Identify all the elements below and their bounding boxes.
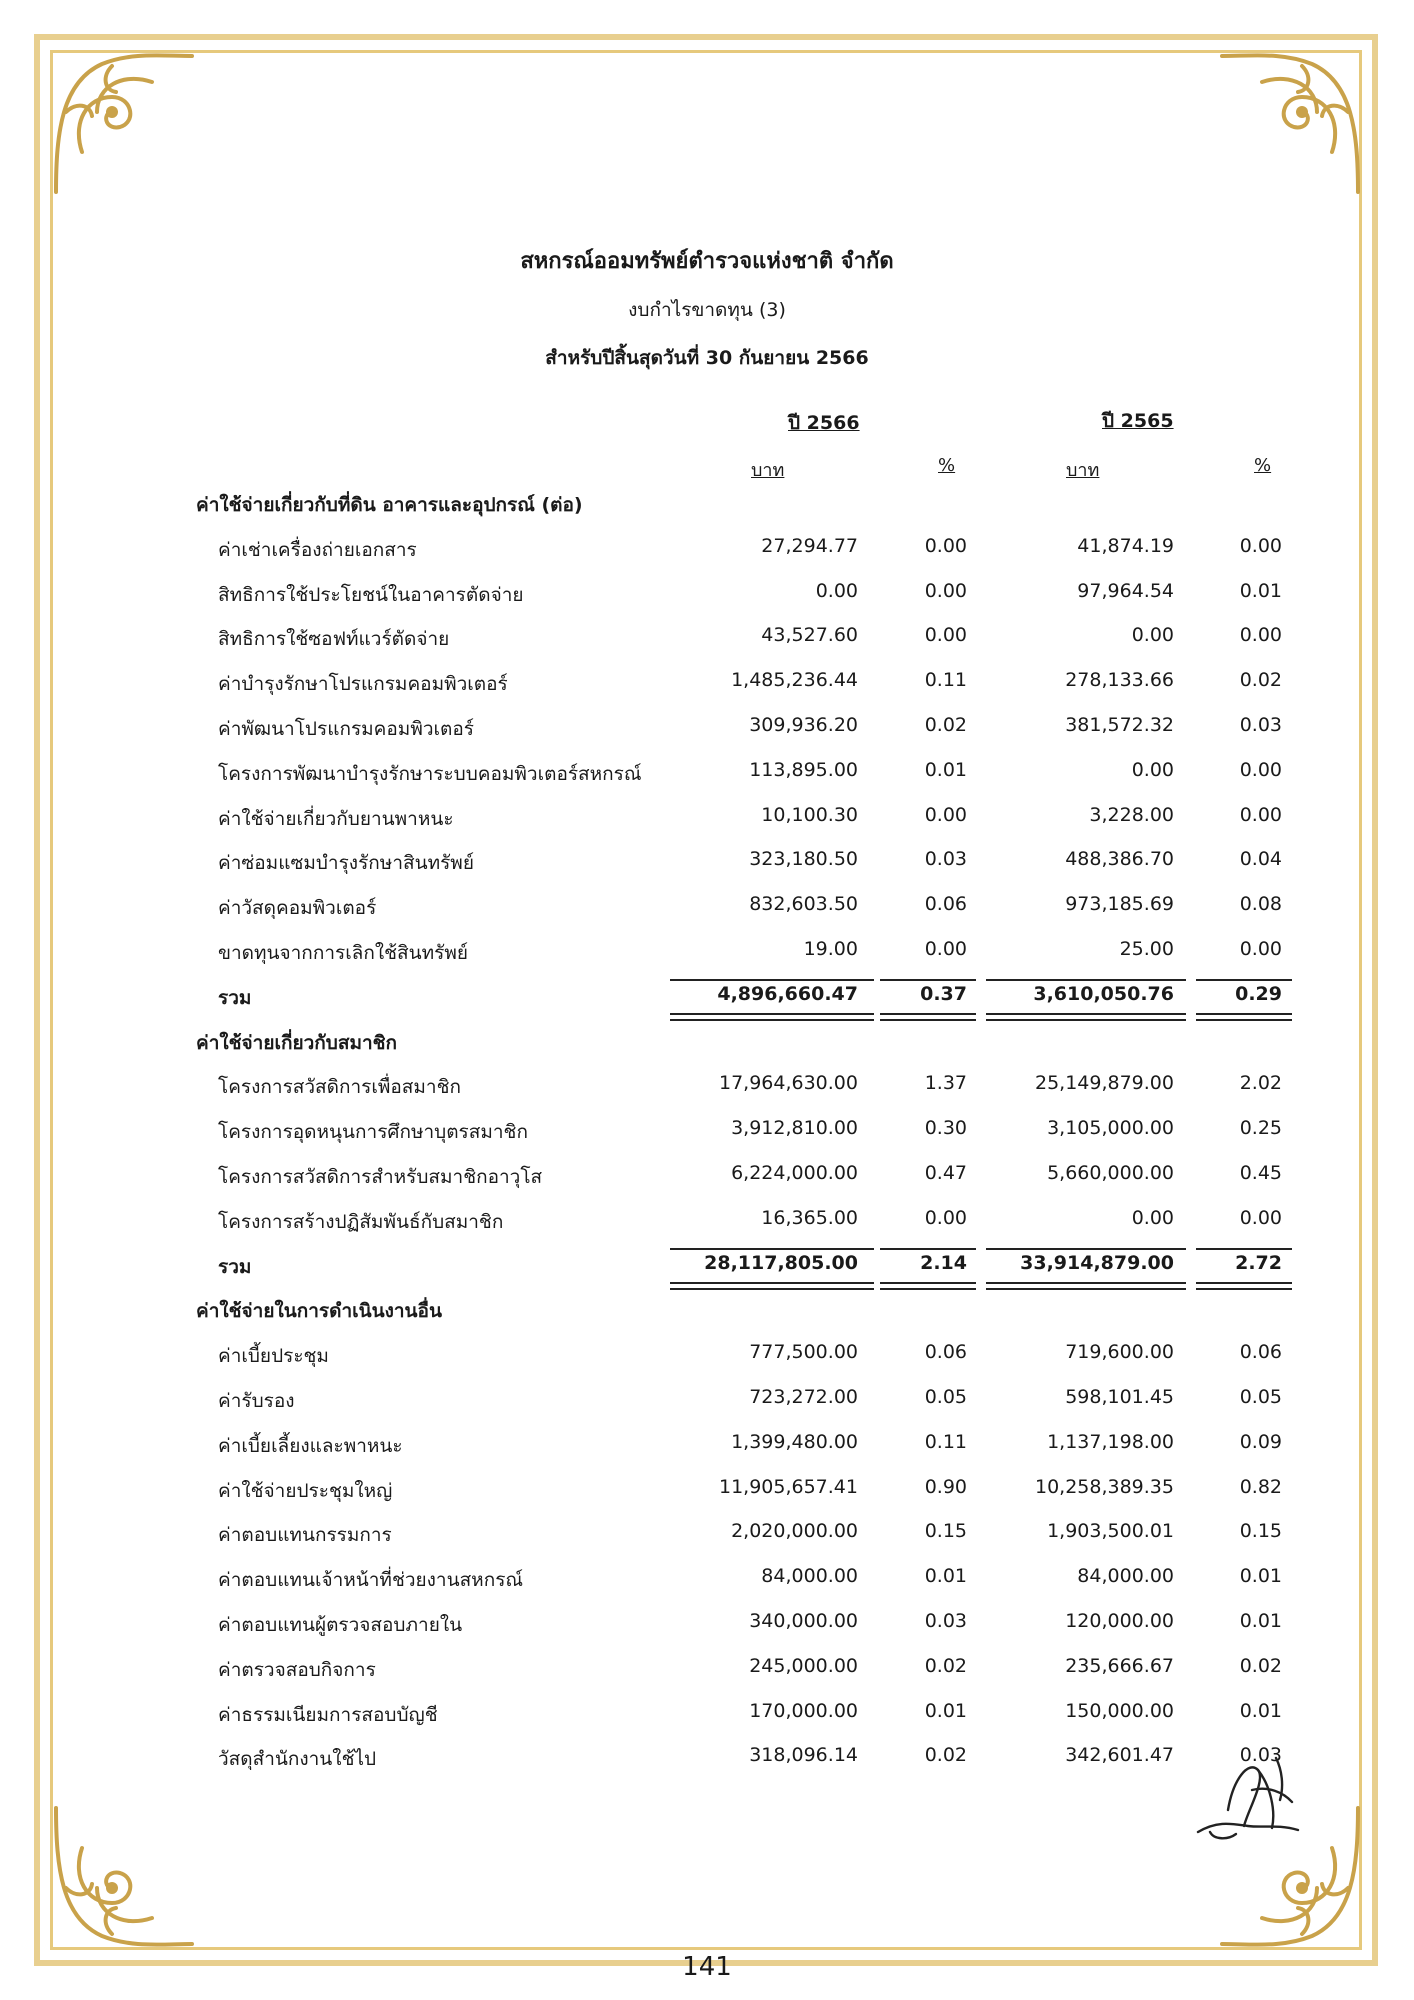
line-item-percent-2566: 0.00: [924, 534, 967, 557]
line-item-row: [0, 624, 1414, 664]
total-percent-2566: 2.14: [920, 1251, 967, 1274]
line-item-label: ค่าตอบแทนเจ้าหน้าที่ช่วยงานสหกรณ์: [218, 1569, 524, 1592]
line-item-value-2566: 309,936.20: [749, 714, 858, 736]
line-item-row: [0, 1341, 1414, 1381]
line-item-value-2565: 0.00: [1131, 758, 1174, 781]
line-item-percent-2566: 0.15: [924, 1520, 967, 1543]
total-rule-double: [986, 1013, 1186, 1021]
line-item-percent-2566: 0.11: [924, 1430, 967, 1453]
line-item-percent-2565: 0.01: [1239, 1699, 1282, 1722]
line-item-row: [0, 669, 1414, 709]
line-item-value-2565: 719,600.00: [1065, 1341, 1174, 1364]
line-item-value-2565: 5,660,000.00: [1047, 1162, 1174, 1184]
column-header-2566: ปี 2566: [788, 412, 860, 434]
line-item-label: โครงการพัฒนาบำรุงรักษาระบบคอมพิวเตอร์สหกรณ์: [218, 762, 642, 785]
line-item-value-2565: 25,149,879.00: [1034, 1072, 1174, 1095]
total-rule-double: [1196, 1013, 1292, 1021]
line-item-percent-2566: 0.01: [924, 1699, 967, 1722]
line-item-row: [0, 1610, 1414, 1650]
line-item-percent-2566: 0.06: [924, 893, 967, 916]
line-item-label: ค่าตรวจสอบกิจการ: [218, 1658, 376, 1681]
unit-header-baht-2566: บาท: [751, 460, 785, 481]
line-item-row: [0, 1565, 1414, 1605]
line-item-value-2565: 41,874.19: [1077, 534, 1174, 557]
line-item-label: ค่าตอบแทนผู้ตรวจสอบภายใน: [218, 1614, 463, 1636]
line-item-label: ค่าตอบแทนกรรมการ: [218, 1524, 392, 1547]
line-item-value-2565: 0.00: [1131, 624, 1174, 647]
line-item-value-2566: 10,100.30: [761, 803, 858, 826]
line-item-value-2565: 1,137,198.00: [1047, 1430, 1174, 1453]
line-item-row: [0, 714, 1414, 754]
total-rule-top: [670, 979, 874, 981]
line-item-label: ค่าเบี้ยเลี้ยงและพาหนะ: [218, 1434, 403, 1457]
section-heading-row: [0, 1296, 1414, 1336]
line-item-value-2565: 3,105,000.00: [1047, 1117, 1174, 1140]
line-item-row: [0, 1386, 1414, 1426]
section-heading-row: [0, 490, 1414, 530]
line-item-percent-2566: 0.02: [924, 1654, 967, 1677]
statement-title: งบกำไรขาดทุน (3): [628, 299, 786, 321]
page-number: 141: [682, 1952, 732, 1982]
total-label: รวม: [218, 1255, 252, 1278]
line-item-value-2566: 113,895.00: [749, 758, 858, 781]
line-item-label: ค่าเบี้ยประชุม: [218, 1345, 329, 1368]
total-label: รวม: [218, 986, 252, 1009]
line-item-label: ค่าเช่าเครื่องถ่ายเอกสาร: [218, 538, 417, 561]
total-rule-double: [670, 1282, 874, 1290]
line-item-label: โครงการอุดหนุนการศึกษาบุตรสมาชิก: [218, 1121, 528, 1144]
total-value-2566: 28,117,805.00: [704, 1251, 858, 1274]
line-item-percent-2566: 0.02: [924, 714, 967, 736]
line-item-value-2566: 340,000.00: [749, 1610, 858, 1632]
line-item-percent-2566: 0.05: [924, 1386, 967, 1408]
line-item-percent-2566: 0.00: [924, 579, 967, 602]
line-item-percent-2566: 0.03: [924, 1610, 967, 1632]
line-item-value-2565: 120,000.00: [1065, 1610, 1174, 1632]
line-item-value-2566: 43,527.60: [761, 624, 858, 647]
line-item-label: โครงการสวัสดิการเพื่อสมาชิก: [218, 1076, 461, 1099]
line-item-percent-2565: 0.00: [1239, 803, 1282, 826]
total-percent-2566: 0.37: [920, 982, 967, 1005]
line-item-percent-2566: 0.00: [924, 624, 967, 647]
total-rule-top: [1196, 979, 1292, 981]
line-item-value-2566: 1,399,480.00: [731, 1430, 858, 1453]
total-rule-double: [986, 1282, 1186, 1290]
line-item-percent-2566: 0.06: [924, 1341, 967, 1364]
line-item-percent-2565: 0.02: [1239, 669, 1282, 692]
line-item-value-2566: 17,964,630.00: [718, 1072, 858, 1095]
total-rule-top: [880, 1248, 976, 1250]
section-title: ค่าใช้จ่ายในการดำเนินงานอื่น: [196, 1300, 442, 1323]
total-rule-top: [986, 1248, 1186, 1250]
line-item-percent-2565: 0.05: [1239, 1386, 1282, 1408]
line-item-percent-2566: 0.03: [924, 848, 967, 871]
line-item-value-2566: 2,020,000.00: [731, 1520, 858, 1543]
line-item-row: [0, 759, 1414, 799]
line-item-label: ค่าพัฒนาโปรแกรมคอมพิวเตอร์: [218, 718, 474, 740]
line-item-row: [0, 1700, 1414, 1740]
section-title: ค่าใช้จ่ายเกี่ยวกับที่ดิน อาคารและอุปกรณ์ (ต่อ): [196, 494, 583, 516]
total-rule-double: [670, 1013, 874, 1021]
period-title: สำหรับปีสิ้นสุดวันที่ 30 กันยายน 2566: [545, 347, 869, 369]
line-item-value-2566: 0.00: [815, 579, 858, 602]
line-item-label: สิทธิการใช้ซอฟท์แวร์ตัดจ่าย: [218, 628, 450, 651]
line-item-label: ค่าใช้จ่ายประชุมใหญ่: [218, 1479, 393, 1502]
line-item-value-2566: 323,180.50: [749, 848, 858, 871]
line-item-row: [0, 848, 1414, 888]
line-item-row: [0, 893, 1414, 933]
line-item-row: [0, 1431, 1414, 1471]
line-item-percent-2565: 0.09: [1239, 1430, 1282, 1453]
line-item-percent-2565: 0.06: [1239, 1341, 1282, 1364]
line-item-percent-2565: 0.15: [1239, 1520, 1282, 1543]
line-item-row: [0, 1476, 1414, 1516]
line-item-percent-2565: 0.00: [1239, 534, 1282, 557]
line-item-value-2566: 777,500.00: [749, 1341, 858, 1364]
line-item-value-2566: 318,096.14: [749, 1744, 858, 1767]
line-item-value-2566: 16,365.00: [761, 1206, 858, 1229]
line-item-value-2565: 10,258,389.35: [1034, 1475, 1174, 1498]
section-heading-row: [0, 1028, 1414, 1068]
line-item-value-2565: 973,185.69: [1065, 893, 1174, 916]
line-item-percent-2566: 0.30: [924, 1117, 967, 1140]
line-item-value-2565: 235,666.67: [1065, 1654, 1174, 1677]
line-item-percent-2566: 0.00: [924, 1206, 967, 1229]
line-item-value-2565: 342,601.47: [1065, 1744, 1174, 1767]
line-item-percent-2566: 0.01: [924, 758, 967, 781]
total-value-2565: 33,914,879.00: [1020, 1251, 1174, 1274]
line-item-percent-2565: 0.08: [1239, 893, 1282, 916]
line-item-label: ค่าบำรุงรักษาโปรแกรมคอมพิวเตอร์: [218, 673, 508, 696]
line-item-label: ค่าใช้จ่ายเกี่ยวกับยานพาหนะ: [218, 807, 454, 830]
line-item-label: วัสดุสำนักงานใช้ไป: [218, 1748, 377, 1771]
section-title: ค่าใช้จ่ายเกี่ยวกับสมาชิก: [196, 1031, 398, 1054]
line-item-row: [0, 1162, 1414, 1202]
line-item-percent-2565: 0.02: [1239, 1654, 1282, 1677]
line-item-value-2565: 150,000.00: [1065, 1699, 1174, 1722]
line-item-percent-2566: 0.01: [924, 1565, 967, 1588]
line-item-percent-2566: 0.47: [924, 1162, 967, 1184]
line-item-percent-2565: 0.00: [1239, 758, 1282, 781]
line-item-percent-2565: 0.00: [1239, 624, 1282, 647]
line-item-value-2566: 723,272.00: [749, 1386, 858, 1408]
line-item-label: ค่ารับรอง: [218, 1390, 295, 1412]
total-rule-top: [880, 979, 976, 981]
unit-header-percent-2566: %: [938, 455, 956, 476]
line-item-percent-2566: 0.02: [924, 1744, 967, 1767]
line-item-value-2566: 11,905,657.41: [718, 1475, 858, 1498]
total-rule-double: [880, 1013, 976, 1021]
line-item-value-2566: 6,224,000.00: [731, 1162, 858, 1184]
line-item-row: [0, 1655, 1414, 1695]
total-rule-double: [880, 1282, 976, 1290]
line-item-value-2566: 19.00: [803, 938, 858, 960]
line-item-value-2565: 278,133.66: [1065, 669, 1174, 692]
total-rule-top: [1196, 1248, 1292, 1250]
column-header-2565: ปี 2565: [1102, 410, 1174, 432]
line-item-row: [0, 1207, 1414, 1247]
line-item-row: [0, 580, 1414, 620]
line-item-label: ขาดทุนจากการเลิกใช้สินทรัพย์: [218, 942, 468, 964]
line-item-value-2565: 381,572.32: [1065, 714, 1174, 736]
org-title: สหกรณ์ออมทรัพย์ตำรวจแห่งชาติ จำกัด: [520, 249, 894, 274]
line-item-percent-2566: 1.37: [924, 1072, 967, 1095]
line-item-value-2566: 1,485,236.44: [731, 669, 858, 692]
line-item-percent-2565: 0.82: [1239, 1475, 1282, 1498]
line-item-percent-2565: 0.00: [1239, 938, 1282, 960]
line-item-percent-2565: 2.02: [1239, 1072, 1282, 1095]
line-item-value-2566: 3,912,810.00: [731, 1117, 858, 1140]
total-value-2566: 4,896,660.47: [717, 982, 858, 1005]
total-rule-double: [1196, 1282, 1292, 1290]
line-item-percent-2566: 0.11: [924, 669, 967, 692]
line-item-row: [0, 535, 1414, 575]
line-item-value-2565: 1,903,500.01: [1047, 1520, 1174, 1543]
line-item-label: ค่าซ่อมแซมบำรุงรักษาสินทรัพย์: [218, 852, 474, 875]
line-item-value-2565: 97,964.54: [1077, 579, 1174, 602]
total-percent-2565: 2.72: [1235, 1251, 1282, 1274]
line-item-value-2565: 84,000.00: [1077, 1565, 1174, 1588]
corner-ornament-icon: [42, 42, 202, 202]
line-item-row: [0, 1117, 1414, 1157]
unit-header-baht-2565: บาท: [1066, 460, 1100, 481]
line-item-row: [0, 804, 1414, 844]
line-item-label: โครงการสวัสดิการสำหรับสมาชิกอาวุโส: [218, 1166, 543, 1188]
line-item-percent-2565: 0.25: [1239, 1117, 1282, 1140]
line-item-label: ค่าธรรมเนียมการสอบบัญชี: [218, 1703, 438, 1726]
line-item-percent-2566: 0.00: [924, 803, 967, 826]
line-item-percent-2565: 0.04: [1239, 848, 1282, 871]
line-item-percent-2565: 0.01: [1239, 1565, 1282, 1588]
total-value-2565: 3,610,050.76: [1033, 982, 1174, 1005]
line-item-row: [0, 1520, 1414, 1560]
line-item-percent-2565: 0.03: [1239, 714, 1282, 736]
total-percent-2565: 0.29: [1235, 982, 1282, 1005]
line-item-value-2566: 84,000.00: [761, 1565, 858, 1588]
line-item-value-2565: 25.00: [1119, 938, 1174, 960]
total-rule-top: [670, 1248, 874, 1250]
line-item-percent-2565: 0.00: [1239, 1206, 1282, 1229]
line-item-value-2565: 598,101.45: [1065, 1386, 1174, 1408]
line-item-label: ค่าวัสดุคอมพิวเตอร์: [218, 897, 377, 920]
line-item-value-2566: 245,000.00: [749, 1654, 858, 1677]
line-item-value-2565: 0.00: [1131, 1206, 1174, 1229]
signature-mark: [1188, 1740, 1318, 1850]
line-item-percent-2565: 0.03: [1239, 1744, 1282, 1767]
total-rule-top: [986, 979, 1186, 981]
line-item-value-2565: 488,386.70: [1065, 848, 1174, 871]
line-item-value-2566: 832,603.50: [749, 893, 858, 916]
line-item-value-2566: 27,294.77: [761, 534, 858, 557]
line-item-percent-2565: 0.01: [1239, 579, 1282, 602]
line-item-label: โครงการสร้างปฏิสัมพันธ์กับสมาชิก: [218, 1210, 504, 1233]
corner-ornament-icon: [1212, 42, 1372, 202]
line-item-percent-2566: 0.90: [924, 1475, 967, 1498]
line-item-row: [0, 1072, 1414, 1112]
corner-ornament-icon: [42, 1798, 202, 1958]
unit-header-percent-2565: %: [1254, 455, 1272, 476]
line-item-value-2565: 3,228.00: [1089, 803, 1174, 826]
line-item-label: สิทธิการใช้ประโยชน์ในอาคารตัดจ่าย: [218, 583, 524, 606]
line-item-percent-2565: 0.45: [1239, 1162, 1282, 1184]
line-item-row: [0, 938, 1414, 978]
line-item-percent-2566: 0.00: [924, 938, 967, 960]
line-item-value-2566: 170,000.00: [749, 1699, 858, 1722]
line-item-percent-2565: 0.01: [1239, 1610, 1282, 1632]
